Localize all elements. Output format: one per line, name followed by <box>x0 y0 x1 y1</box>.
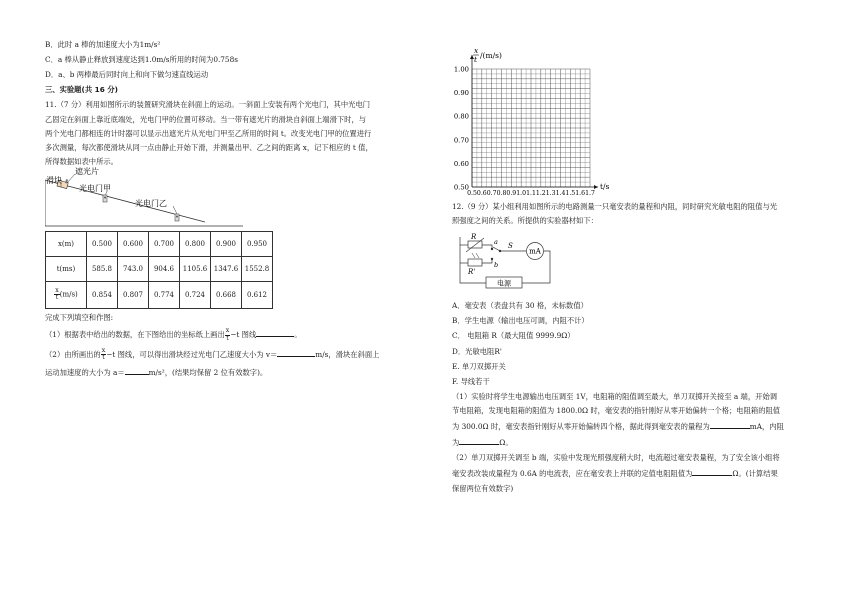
table-row <box>46 256 273 281</box>
sub-question-1: （1）根据表中给出的数据，在下图给出的坐标纸上画出 $\frac{x}{t}$ −t 图线 。 <box>45 327 302 342</box>
label-gate-b: 光电门乙 <box>135 198 167 208</box>
table-cell: 0.700 <box>149 231 180 256</box>
x-tick-label: 1.3 <box>545 190 556 197</box>
grid-chart <box>450 40 850 200</box>
x-tick-label: 0.6 <box>476 190 487 197</box>
x-tick-label: 1.0 <box>516 190 527 197</box>
part2-line: （2）单刀双掷开关调至 b 端，实验中发现光照强度稍大时，电流超过毫安表量程，为了安全该小组将 <box>452 453 780 463</box>
x-axis-arrow-icon <box>594 185 598 189</box>
header-fraction: $\frac{x}{t}$ <box>55 287 59 302</box>
option-c: C．a 棒从静止释放到速度达到1.0m/s所用的时间为0.758s <box>45 55 238 65</box>
sub-question-2: （2）由所画出的 $\frac{x}{t}$ −t 图线，可以得出滑块经过光电门乙速度大小为 v＝ m/s，滑块在斜面上 <box>45 347 380 362</box>
answer-blank[interactable] <box>256 328 294 337</box>
y-axis-label-den: t <box>474 55 478 64</box>
table-header: t(ms) <box>46 256 87 281</box>
material-item: A．毫安表（表盘共有 30 格，未标数值） <box>452 301 588 311</box>
x-tick-label: 1.7 <box>585 190 595 197</box>
material-item: E. 单刀双掷开关 <box>452 361 506 371</box>
section-title: 三、实验题(共 16 分) <box>45 85 118 95</box>
material-item: D．光敏电阻R' <box>452 346 502 356</box>
part1-line: 节电阻箱，发现电阻箱的阻值为 1800.0Ω 时，毫安表的指针刚好从零开始偏转一个格；电阻箱的阻值 <box>452 405 781 415</box>
part1-line: （1）实验时将学生电源输出电压调至 1V，电阻箱的阻值调至最大，单刀双掷开关接至 a 端，开始调 <box>452 391 778 401</box>
source-label: 电源 <box>497 279 511 288</box>
circuit-diagram <box>452 227 562 297</box>
part2-line: 毫安表改装成量程为 0.6A 的电流表，应在毫安表上并联的定值电阻阻值为 Ω。(计算结果 <box>452 469 778 479</box>
part1-line: 为 Ω。 <box>452 438 513 448</box>
y-axis-label-unit: /(m/s) <box>480 51 502 60</box>
table-cell: 0.950 <box>242 231 273 256</box>
y-tick-label: 1.00 <box>453 65 469 74</box>
x-tick-label: 0.8 <box>496 190 507 197</box>
x-tick-label: 1.6 <box>575 190 586 197</box>
circuit-figure <box>452 227 562 297</box>
q11-line: 所得数据如表中所示。 <box>45 156 118 166</box>
table-cell: 0.500 <box>87 231 118 256</box>
table-cell: 0.724 <box>180 281 211 308</box>
part1-line: 为 300.0Ω 时，毫安表指针刚好从零开始偏转四个格，据此得到毫安表的量程为 mA，内阻 <box>452 422 784 432</box>
q11-line: 乙固定在斜面上靠近底端处，光电门甲的位置可移动。当一带有遮光片的滑块自斜面上端滑下时，与 <box>45 114 367 124</box>
material-item: F. 导线若干 <box>452 376 490 386</box>
q11-text <box>45 100 415 166</box>
table-row <box>46 231 273 256</box>
incline-figure <box>45 166 245 228</box>
x-tick-label: 0.9 <box>506 190 517 197</box>
q12-line: 照强度之间的关系。所提供的实验器材如下： <box>452 216 598 226</box>
label-r: R <box>471 233 477 242</box>
complete-prompt: 完成下列填空和作图: <box>45 312 114 322</box>
x-tick-label: 0.5 <box>467 190 477 197</box>
table-cell: 1347.6 <box>211 256 242 281</box>
x-tick-label: 1.4 <box>555 190 566 197</box>
incline-diagram <box>45 166 245 228</box>
table-cell: 0.900 <box>211 231 242 256</box>
table-cell: 585.8 <box>87 256 118 281</box>
x-tick-label: 1.1 <box>526 190 536 197</box>
y-tick-label: 0.50 <box>453 183 469 192</box>
y-tick-label: 0.60 <box>453 159 469 168</box>
q11-line: 两个光电门都相连的计时器可以显示出遮光片从光电门甲至乙所用的时间 t。改变光电门甲的位置进行 <box>45 128 372 138</box>
label-b: b <box>494 261 499 270</box>
y-tick-label: 0.80 <box>453 112 469 121</box>
answer-blank[interactable] <box>277 348 315 357</box>
answer-blank[interactable] <box>710 420 750 429</box>
gate-a-icon <box>103 195 107 202</box>
option-b: B．此时 a 棒的加速度大小为1m/s² <box>45 40 161 49</box>
y-axis-label-num: x <box>474 46 479 55</box>
table-cell: 0.800 <box>180 231 211 256</box>
x-axis-label: t/s <box>600 182 610 191</box>
switch-blade <box>493 247 500 251</box>
answer-blank[interactable] <box>125 366 149 375</box>
table-cell: 743.0 <box>118 256 149 281</box>
table-header: x(m) <box>46 231 87 256</box>
label-r-prime: R' <box>468 268 476 277</box>
table-cell: 0.774 <box>149 281 180 308</box>
q11-line: 11.（7 分）利用如图所示的装置研究滑块在斜面上的运动。一斜面上安装有两个光电门，其中光电门 <box>45 100 371 110</box>
answer-blank[interactable] <box>459 436 499 445</box>
left-column <box>45 40 415 377</box>
y-tick-label: 0.70 <box>453 136 469 145</box>
x-tick-label: 1.2 <box>535 190 546 197</box>
meter-label: mA <box>529 247 541 256</box>
gate-b-icon <box>175 214 179 221</box>
sub-question-2-cont: 运动加速度的大小为 a＝ m/s²，(结果均保留 2 位有效数字)。 <box>45 367 268 377</box>
table-cell: 1552.8 <box>242 256 273 281</box>
table-cell: 0.600 <box>118 231 149 256</box>
part2-line: 保留两位有效数字) <box>452 483 514 493</box>
table-cell: 0.668 <box>211 281 242 308</box>
x-tick-label: 1.5 <box>565 190 576 197</box>
table-cell: 0.854 <box>87 281 118 308</box>
data-table <box>45 231 273 309</box>
q12-line: 12.（9 分）某小组利用如图所示的电路测量一只毫安表的量程和内阻，同时研究光敏电阻的阻值与光 <box>452 202 778 211</box>
table-header: $\frac{x}{t}$ (m/s) <box>46 281 87 308</box>
label-shade: 遮光片 <box>75 166 99 176</box>
resistor-r-prime <box>468 259 482 266</box>
grid-chart-svg <box>450 40 850 200</box>
table-cell: 0.612 <box>242 281 273 308</box>
label-s: S <box>508 242 513 251</box>
right-column <box>452 40 822 493</box>
resistor-r <box>468 241 482 248</box>
table-cell: 0.807 <box>118 281 149 308</box>
table-cell: 1105.6 <box>180 256 211 281</box>
label-block: 滑块 <box>46 175 62 185</box>
label-gate-a: 光电门甲 <box>79 183 111 193</box>
q11-line: 多次测量，每次都使滑块从同一点由静止开始下滑，并测量出甲、乙之间的距离 x，记下相应的 t 值， <box>45 142 373 152</box>
material-item: B．学生电源（输出电压可调，内阻不计） <box>452 316 589 326</box>
table-row <box>46 281 273 308</box>
material-item: C． 电阻箱 R（最大阻值 9999.9Ω） <box>452 331 575 341</box>
label-a: a <box>494 238 498 247</box>
y-tick-label: 0.90 <box>453 89 469 98</box>
option-d: D．a、b 两棒最后同时向上和向下做匀速直线运动 <box>45 70 209 80</box>
x-tick-label: 0.7 <box>486 190 497 197</box>
table-cell: 904.6 <box>149 256 180 281</box>
y-axis-label <box>473 46 502 64</box>
answer-blank[interactable] <box>692 467 732 476</box>
